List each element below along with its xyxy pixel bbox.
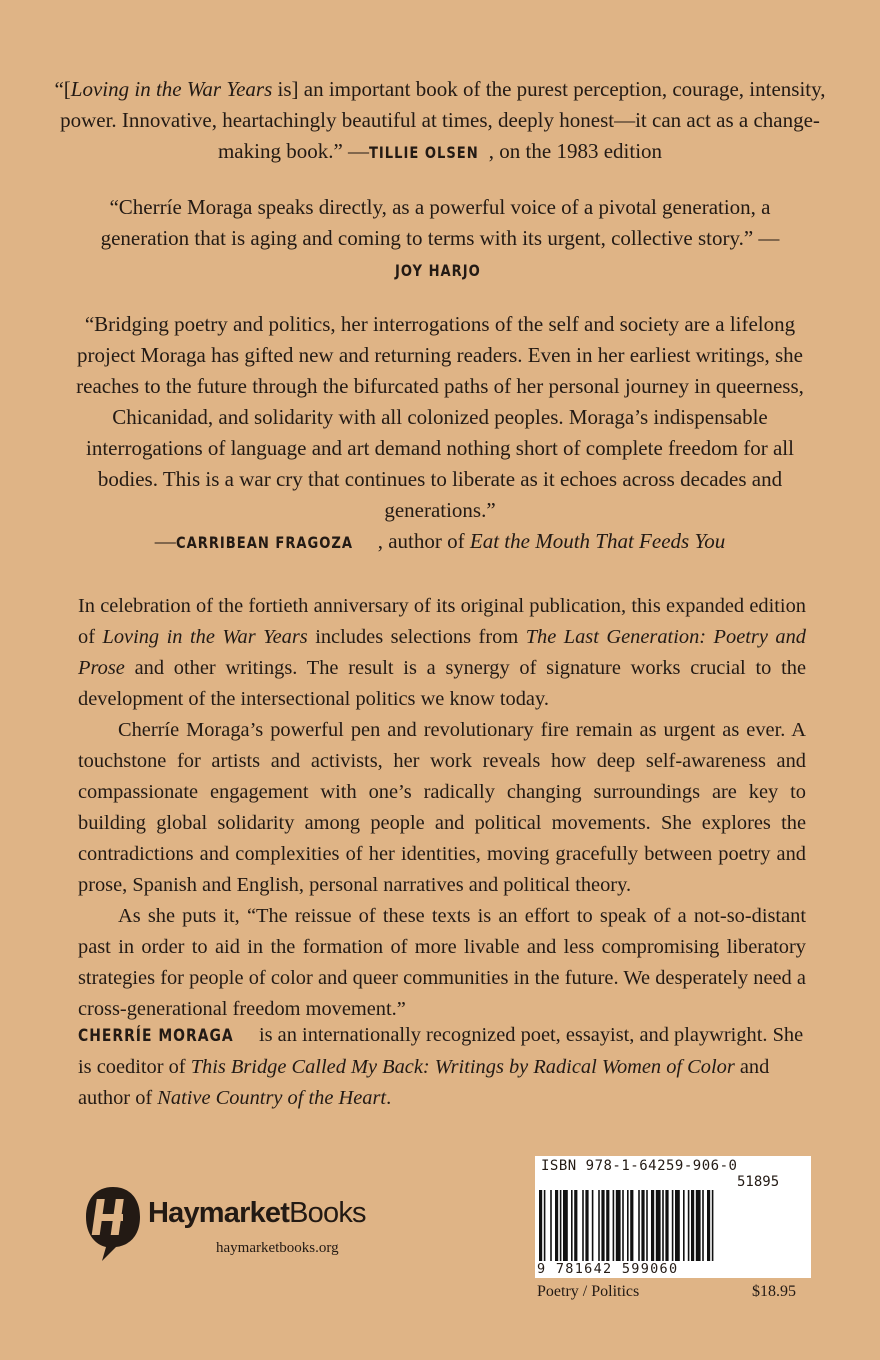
- barcode-stripe: [688, 1190, 690, 1262]
- barcode-stripe: [563, 1190, 568, 1262]
- barcode-stripe: [555, 1190, 558, 1262]
- quote-book-title: Loving in the War Years: [70, 77, 273, 101]
- publisher-url: haymarketbooks.org: [216, 1240, 339, 1256]
- barcode-stripe: [656, 1190, 661, 1262]
- book-description: [78, 591, 806, 1025]
- barcode-stripe: [627, 1190, 629, 1262]
- barcode-stripe: [550, 1190, 552, 1262]
- barcode-stripe: [641, 1190, 644, 1262]
- barcode-stripe: [582, 1190, 584, 1262]
- author-name: CHERRÍE MORAGA: [78, 1026, 234, 1046]
- barcode-stripe: [601, 1190, 604, 1262]
- barcode-stripe: [646, 1190, 648, 1262]
- barcode-stripe: [592, 1190, 594, 1262]
- barcode-stripe: [574, 1190, 577, 1262]
- isbn-barcode: [535, 1156, 811, 1278]
- barcode-stripe: [696, 1190, 701, 1262]
- barcode-stripe: [638, 1190, 640, 1262]
- quote-book-title: Eat the Mouth That Feeds You: [469, 529, 726, 553]
- quote-joy-harjo: “Cherríe Moraga speaks directly, as a powerful voice of a pivotal generation, a generation that is aging and coming to terms with its urgent, collective story.” —JOY HARJO: [90, 192, 790, 286]
- barcode-stripe: [606, 1190, 609, 1262]
- publisher-logo: [82, 1183, 422, 1273]
- barcode-digits: 9 781642 599060: [537, 1261, 809, 1277]
- price-label: $18.95: [752, 1283, 796, 1300]
- description-paragraph: Cherríe Moraga’s powerful pen and revolutionary fire remain as urgent as ever. A touchstone for artists and activists, her work reveals how deep self-awareness and compassionate engagement with one’s radically changing surroundings are key to building global solidarity among people and political movements. She explores the contradictions and complexities of her identities, moving gracefully between poetry and prose, Spanish and English, personal narratives and political theory.: [78, 719, 806, 896]
- quote-author: TILLIE OLSEN: [369, 143, 479, 162]
- barcode-stripe: [539, 1190, 542, 1262]
- barcode-bars: [539, 1190, 807, 1262]
- barcode-stripe: [622, 1190, 624, 1262]
- quote-author: CARRIBEAN FRAGOZA: [175, 533, 353, 552]
- barcode-stripe: [707, 1190, 710, 1262]
- description-paragraph: As she puts it, “The reissue of these texts is an effort to speak of a not-so-distant past in order to aid in the formation of more livable and less compromising liberatory strategies for people of color and queer communities in the future. We desperately need a cross-generational freedom movement.”: [78, 905, 806, 1020]
- quote-tillie-olsen: “[Loving in the War Years is] an important book of the purest perception, courage, intensity, power. Innovative, heartachingly beautiful at times, deeply honest—it can act as a change-making book.” —TILLIE OLSEN , on the 1983 edition: [40, 74, 840, 168]
- quote-author: JOY HARJO: [394, 261, 481, 280]
- barcode-stripe: [598, 1190, 600, 1262]
- barcode-stripe: [571, 1190, 573, 1262]
- author-bio: CHERRÍE MORAGA is an internationally recognized poet, essayist, and playwright. She is coeditor of This Bridge Called My Back: Writings by Radical Women of Color and author of Native Country of the Heart.: [78, 1020, 806, 1114]
- barcode-stripe: [662, 1190, 664, 1262]
- barcode-stripe: [683, 1190, 685, 1262]
- barcode-stripe: [712, 1190, 714, 1262]
- isbn-number: ISBN 978-1-64259-906-0: [541, 1158, 738, 1174]
- description-paragraph: In celebration of the fortieth anniversary of its original publication, this expanded edition of Loving in the War Years includes selections from The Last Generation: Poetry and Prose and other writings. The result is a synergy of signature works crucial to the development of the intersectional politics we know today.: [78, 595, 806, 710]
- barcode-stripe: [560, 1190, 562, 1262]
- barcode-stripe: [672, 1190, 674, 1262]
- barcode-stripe: [585, 1190, 588, 1262]
- barcode-stripe: [651, 1190, 654, 1262]
- haymarket-h-icon: [82, 1183, 144, 1263]
- barcode-stripe: [616, 1190, 621, 1262]
- quote-carribean-fragoza: “Bridging poetry and politics, her interrogations of the self and society are a lifelong project Moraga has gifted new and returning readers. Even in her earliest writings, she reaches to the future through the bifurcated paths of her personal journey in queerness, Chicanidad, and solidarity with all colonized peoples. Moraga’s indispensable interrogations of language and art demand nothing short of complete freedom for all bodies. This is a war cry that continues to liberate as it echoes across decades and generations.” —CARRIBEAN FRAGOZA , author of Eat the Mouth That Feeds You: [70, 309, 810, 558]
- barcode-stripe: [665, 1190, 668, 1262]
- barcode-stripe: [613, 1190, 615, 1262]
- publisher-name: HaymarketBooks: [148, 1197, 366, 1229]
- barcode-stripe: [544, 1190, 546, 1262]
- barcode-stripe: [630, 1190, 633, 1262]
- barcode-stripe: [691, 1190, 694, 1262]
- barcode-stripe: [675, 1190, 680, 1262]
- category-label: Poetry / Politics: [537, 1283, 640, 1300]
- price-code: 51895: [737, 1174, 780, 1190]
- barcode-stripe: [702, 1190, 704, 1262]
